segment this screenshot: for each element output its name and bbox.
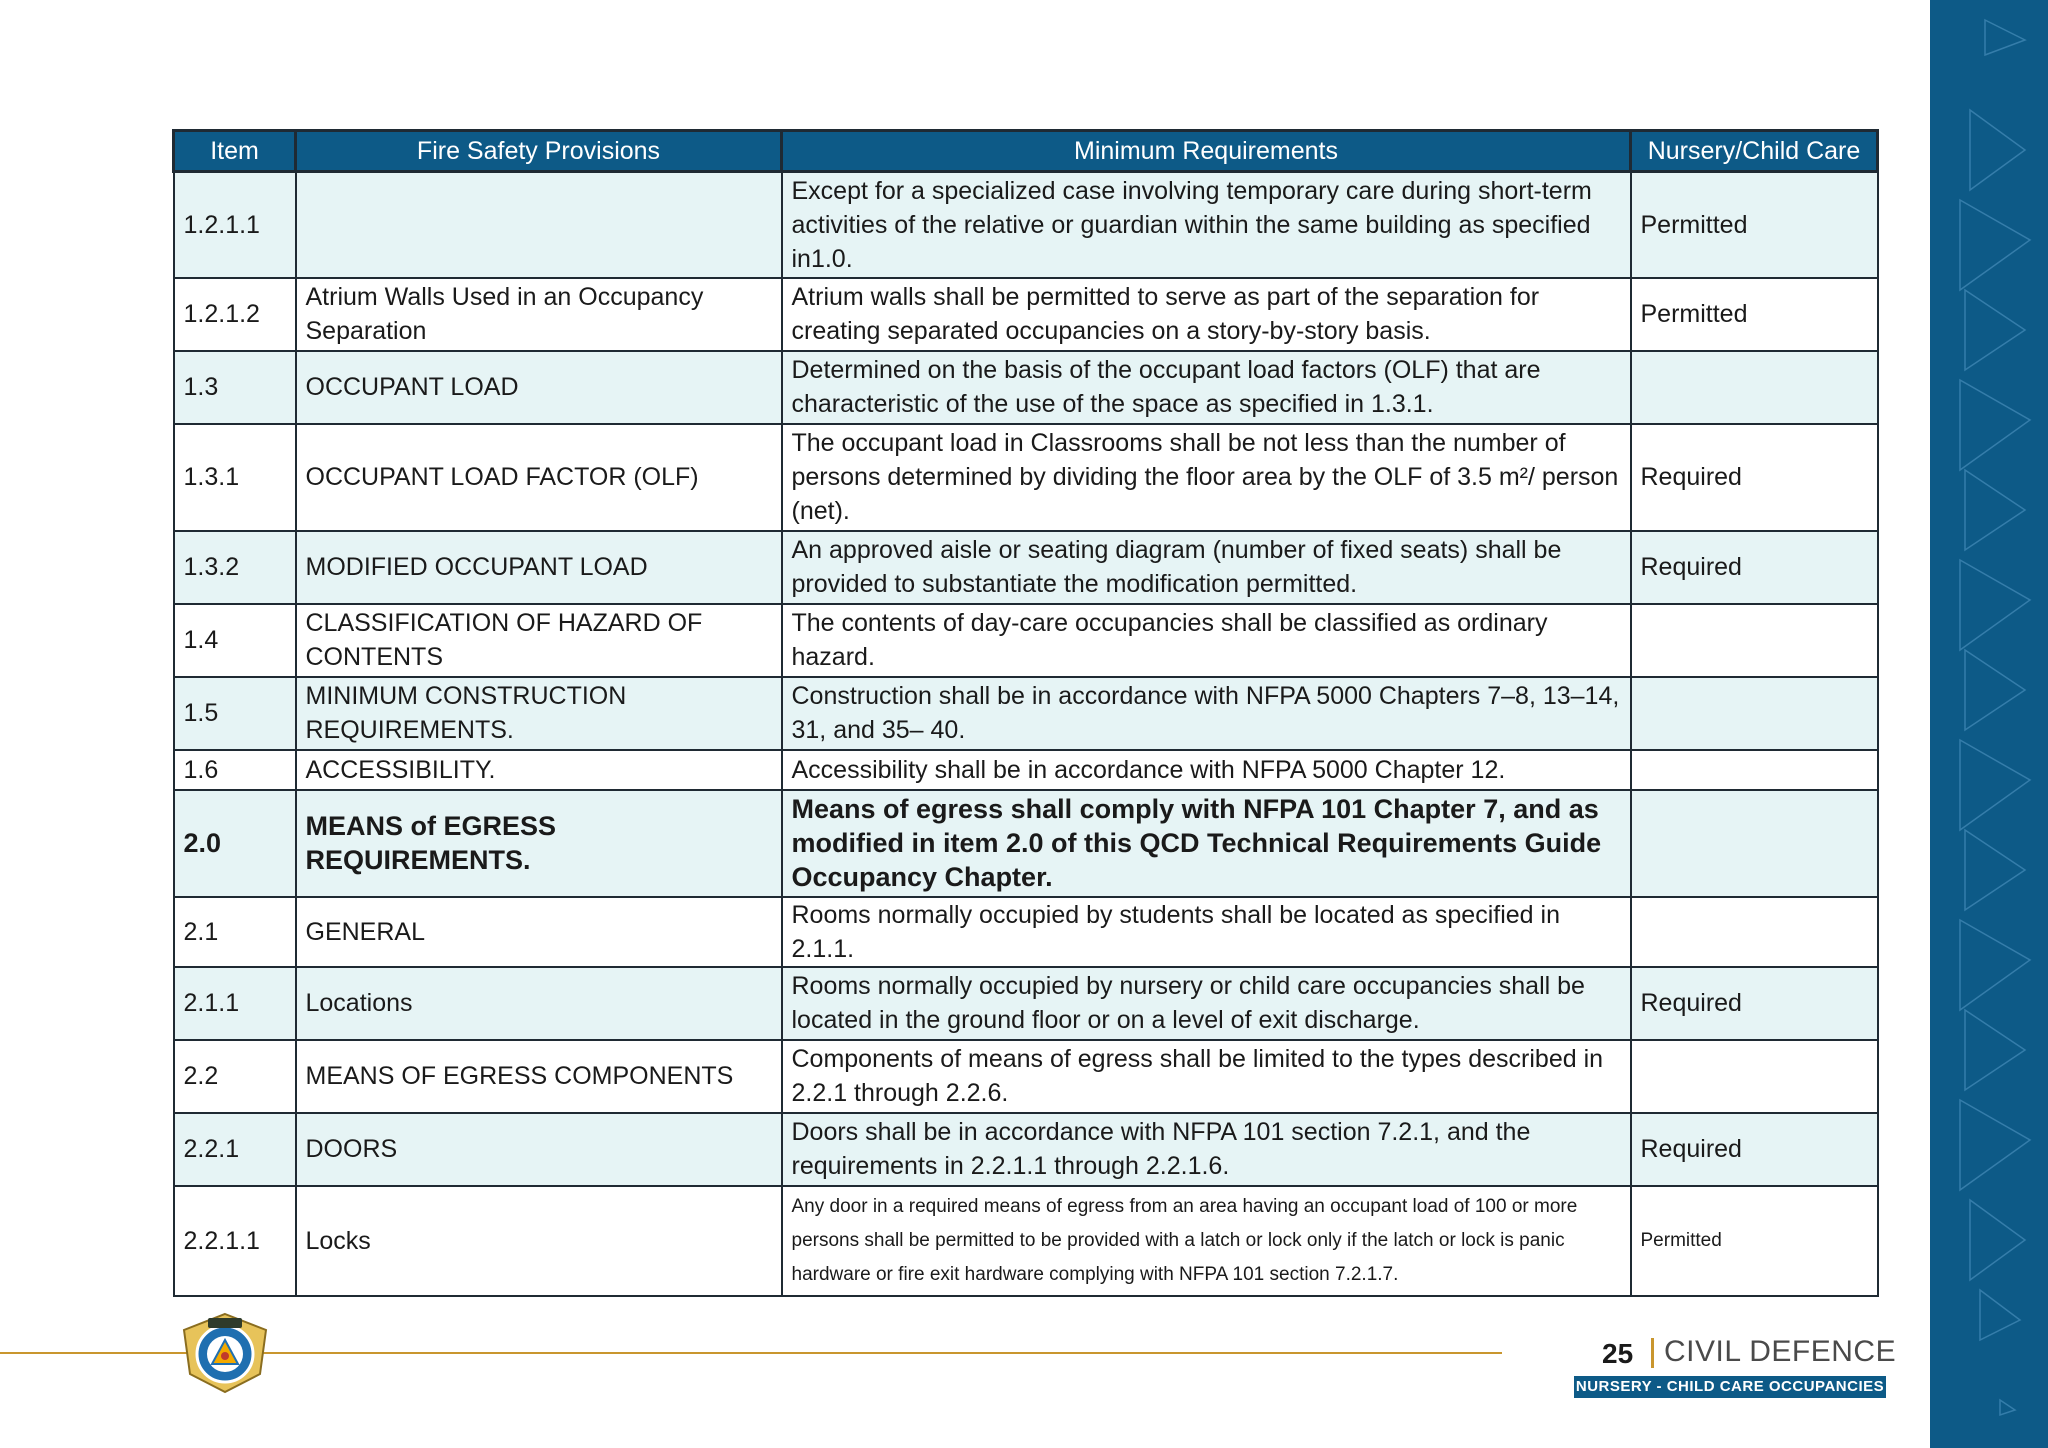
requirement-cell: Any door in a required means of egress from an area having an occupant load of 100 or more persons shall be permitted to be provided with a latch or lock only if the latch or lock is panic hardware or fire exit hardware complying with NFPA 101 section 7.2.1.7. xyxy=(782,1186,1631,1296)
item-number: 1.2.1.2 xyxy=(174,278,296,351)
status-cell: Permitted xyxy=(1631,172,1878,278)
table-row xyxy=(174,531,1878,604)
provision-cell: MEANS OF EGRESS COMPONENTS xyxy=(296,1040,782,1113)
requirement-cell: Doors shall be in accordance with NFPA 101 section 7.2.1, and the requirements in 2.2.1.1 through 2.2.1.6. xyxy=(782,1113,1631,1186)
status-cell: Permitted xyxy=(1631,278,1878,351)
brand-name: CIVIL DEFENCE xyxy=(1664,1335,1897,1368)
status-cell xyxy=(1631,351,1878,424)
provision-cell: DOORS xyxy=(296,1113,782,1186)
item-number: 1.4 xyxy=(174,604,296,677)
chapter-badge: NURSERY - CHILD CARE OCCUPANCIES xyxy=(1574,1376,1886,1398)
item-number: 2.2.1.1 xyxy=(174,1186,296,1296)
provision-cell: Locations xyxy=(296,967,782,1040)
requirement-cell: The occupant load in Classrooms shall be not less than the number of persons determined by dividing the floor area by the OLF of 3.5 m²/ person (net). xyxy=(782,424,1631,531)
item-number: 2.2 xyxy=(174,1040,296,1113)
status-cell xyxy=(1631,897,1878,967)
table-row xyxy=(174,1113,1878,1186)
table-row xyxy=(174,790,1878,897)
requirement-cell: Construction shall be in accordance with NFPA 5000 Chapters 7–8, 13–14, 31, and 35– 40. xyxy=(782,677,1631,750)
provision-cell xyxy=(296,172,782,278)
civil-defence-emblem-icon xyxy=(180,1312,270,1394)
requirement-cell: Rooms normally occupied by nursery or child care occupancies shall be located in the ground floor or on a level of exit discharge. xyxy=(782,967,1631,1040)
provision-cell: OCCUPANT LOAD FACTOR (OLF) xyxy=(296,424,782,531)
provision-cell: MODIFIED OCCUPANT LOAD xyxy=(296,531,782,604)
triangle-pattern xyxy=(1930,0,2048,1448)
item-number: 1.3.2 xyxy=(174,531,296,604)
table-header-row xyxy=(174,131,1878,172)
item-number: 1.3.1 xyxy=(174,424,296,531)
footer-separator xyxy=(1651,1338,1654,1368)
requirement-cell: Components of means of egress shall be limited to the types described in 2.2.1 through 2.2.6. xyxy=(782,1040,1631,1113)
item-number: 1.5 xyxy=(174,677,296,750)
decorative-side-band xyxy=(1930,0,2048,1448)
item-number: 1.3 xyxy=(174,351,296,424)
header-status: Nursery/Child Care xyxy=(1631,131,1878,172)
item-number: 2.0 xyxy=(174,790,296,897)
provision-cell: CLASSIFICATION OF HAZARD OF CONTENTS xyxy=(296,604,782,677)
provision-cell: MINIMUM CONSTRUCTION REQUIREMENTS. xyxy=(296,677,782,750)
provision-cell: GENERAL xyxy=(296,897,782,967)
table-row xyxy=(174,750,1878,790)
status-cell xyxy=(1631,750,1878,790)
item-number: 1.2.1.1 xyxy=(174,172,296,278)
table-row xyxy=(174,604,1878,677)
status-cell: Required xyxy=(1631,531,1878,604)
provision-cell: OCCUPANT LOAD xyxy=(296,351,782,424)
provision-cell: ACCESSIBILITY. xyxy=(296,750,782,790)
requirement-cell: Accessibility shall be in accordance with NFPA 5000 Chapter 12. xyxy=(782,750,1631,790)
requirement-cell: An approved aisle or seating diagram (number of fixed seats) shall be provided to substantiate the modification permitted. xyxy=(782,531,1631,604)
header-provision: Fire Safety Provisions xyxy=(296,131,782,172)
requirements-table xyxy=(172,129,1879,1297)
item-number: 1.6 xyxy=(174,750,296,790)
item-number: 2.1 xyxy=(174,897,296,967)
requirement-cell: Means of egress shall comply with NFPA 101 Chapter 7, and as modified in item 2.0 of this QCD Technical Requirements Guide Occupancy Chapter. xyxy=(782,790,1631,897)
status-cell: Required xyxy=(1631,1113,1878,1186)
provision-cell: Locks xyxy=(296,1186,782,1296)
provision-cell: MEANS of EGRESS REQUIREMENTS. xyxy=(296,790,782,897)
status-cell xyxy=(1631,790,1878,897)
page-number: 25 xyxy=(1602,1338,1634,1369)
table-row xyxy=(174,424,1878,531)
table-row xyxy=(174,1186,1878,1296)
requirement-cell: Atrium walls shall be permitted to serve as part of the separation for creating separated occupancies on a story-by-story basis. xyxy=(782,278,1631,351)
status-cell: Required xyxy=(1631,424,1878,531)
status-cell xyxy=(1631,1040,1878,1113)
status-cell xyxy=(1631,604,1878,677)
provision-cell: Atrium Walls Used in an Occupancy Separation xyxy=(296,278,782,351)
table-row xyxy=(174,967,1878,1040)
requirement-cell: Except for a specialized case involving temporary care during short-term activities of the relative or guardian within the same building as specified in1.0. xyxy=(782,172,1631,278)
status-cell xyxy=(1631,677,1878,750)
table-row xyxy=(174,172,1878,278)
table-row xyxy=(174,278,1878,351)
header-requirement: Minimum Requirements xyxy=(782,131,1631,172)
item-number: 2.1.1 xyxy=(174,967,296,1040)
requirement-cell: Determined on the basis of the occupant load factors (OLF) that are characteristic of the use of the space as specified in 1.3.1. xyxy=(782,351,1631,424)
requirement-cell: The contents of day-care occupancies shall be classified as ordinary hazard. xyxy=(782,604,1631,677)
table-row xyxy=(174,897,1878,967)
status-cell: Required xyxy=(1631,967,1878,1040)
requirement-cell: Rooms normally occupied by students shall be located as specified in 2.1.1. xyxy=(782,897,1631,967)
table-row xyxy=(174,351,1878,424)
item-number: 2.2.1 xyxy=(174,1113,296,1186)
table-row xyxy=(174,677,1878,750)
status-cell: Permitted xyxy=(1631,1186,1878,1296)
table-row xyxy=(174,1040,1878,1113)
header-item: Item xyxy=(174,131,296,172)
